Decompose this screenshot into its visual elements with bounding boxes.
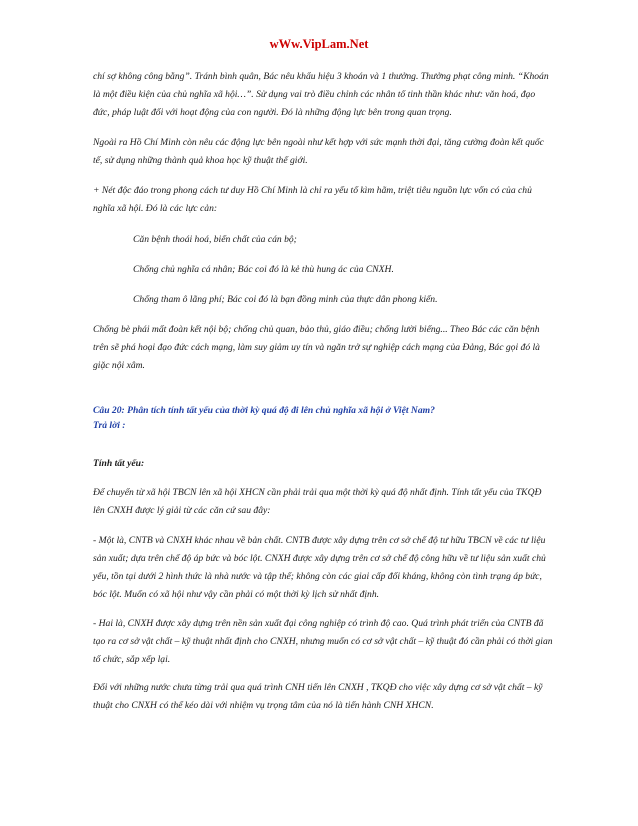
list-item: Chống chủ nghĩa cá nhân; Bác coi đó là kẻ thù hung ác của CNXH. [133, 264, 394, 275]
paragraph-1: chí sợ không công bằng”. Tránh bình quân, Bác nêu khẩu hiệu 3 khoán và 1 thưởng. Thưởng phạt công minh. “Khoán là một điều kiện của chủ nghĩa xã hội…”. Sử dụng vai trò điều chỉnh các nhân tố tinh thần khác như: văn hoá, đạo đức, pháp luật đối với hoạt động của con người. Đó là những động lực bên trong quan trọng. [93, 71, 549, 118]
list-item: Căn bệnh thoái hoá, biến chất của cán bộ; [133, 234, 297, 245]
paragraph-7: - Hai là, CNXH được xây dựng trên nền sản xuất đại công nghiệp có trình độ cao. Quá trình phát triển của CNTB đã tạo ra cơ sở vật chất – kỹ thuật nhất định cho CNXH, nhưng muốn có cơ sở vật chất – kỹ thuật đó cần phải có thời gian tổ chức, sắp xếp lại. [93, 618, 553, 665]
paragraph-5: Để chuyển từ xã hội TBCN lên xã hội XHCN cần phải trải qua một thời kỳ quá độ nhất định. Tính tất yếu của TKQĐ lên CNXH được lý giải từ các căn cứ sau đây: [93, 487, 542, 516]
answer-label: Trả lời : [93, 420, 126, 431]
site-header: wWw.VipLam.Net [269, 37, 369, 51]
paragraph-6: - Một là, CNTB và CNXH khác nhau về bản chất. CNTB được xây dựng trên cơ sở chế độ tư hữu TBCN về các tư liệu sản xuất; dựa trên chế độ áp bức và bóc lột. CNXH được xây dựng trên cơ sở chế độ công hữu về tư liệu sản xuất chủ yếu, tồn tại dưới 2 hình thức là nhà nước và tập thể; không còn các giai cấp đối kháng, không còn tình trạng áp bức, bóc lột. Muốn có xã hội như vậy cần phải có một thời kỳ lịch sử nhất định. [93, 535, 546, 600]
question-heading: Câu 20: Phân tích tính tất yếu của thời kỳ quá độ đi lên chủ nghĩa xã hội ở Việt Nam? [93, 405, 435, 416]
paragraph-3: + Nét độc đáo trong phong cách tư duy Hồ Chí Minh là chỉ ra yếu tố kìm hãm, triệt tiêu nguồn lực vốn có của chủ nghĩa xã hội. Đó là các lực cản: [93, 185, 532, 214]
list-item: Chống tham ô lãng phí; Bác coi đó là bạn đồng minh của thực dân phong kiến. [133, 294, 438, 305]
paragraph-2: Ngoài ra Hồ Chí Minh còn nêu các động lực bên ngoài như kết hợp với sức mạnh thời đại, tăng cường đoàn kết quốc tế, sử dụng những thành quả khoa học kỹ thuật thế giới. [93, 137, 544, 166]
subheading: Tính tất yếu: [93, 458, 145, 469]
paragraph-8: Đối với những nước chưa từng trải qua quá trình CNH tiến lên CNXH , TKQĐ cho việc xây dựng cơ sở vật chất – kỹ thuật cho CNXH có thể kéo dài với nhiệm vụ trọng tâm của nó là tiến hành CNH XHCN. [93, 682, 543, 711]
paragraph-4: Chống bè phái mất đoàn kết nội bộ; chống chủ quan, bảo thủ, giáo điều; chống lười biếng... Theo Bác các căn bệnh trên sẽ phá hoại đạo đức cách mạng, làm suy giảm uy tín và ngăn trở sự nghiệp cách mạng của Đảng, Bác gọi đó là giặc nội xâm. [93, 324, 540, 371]
